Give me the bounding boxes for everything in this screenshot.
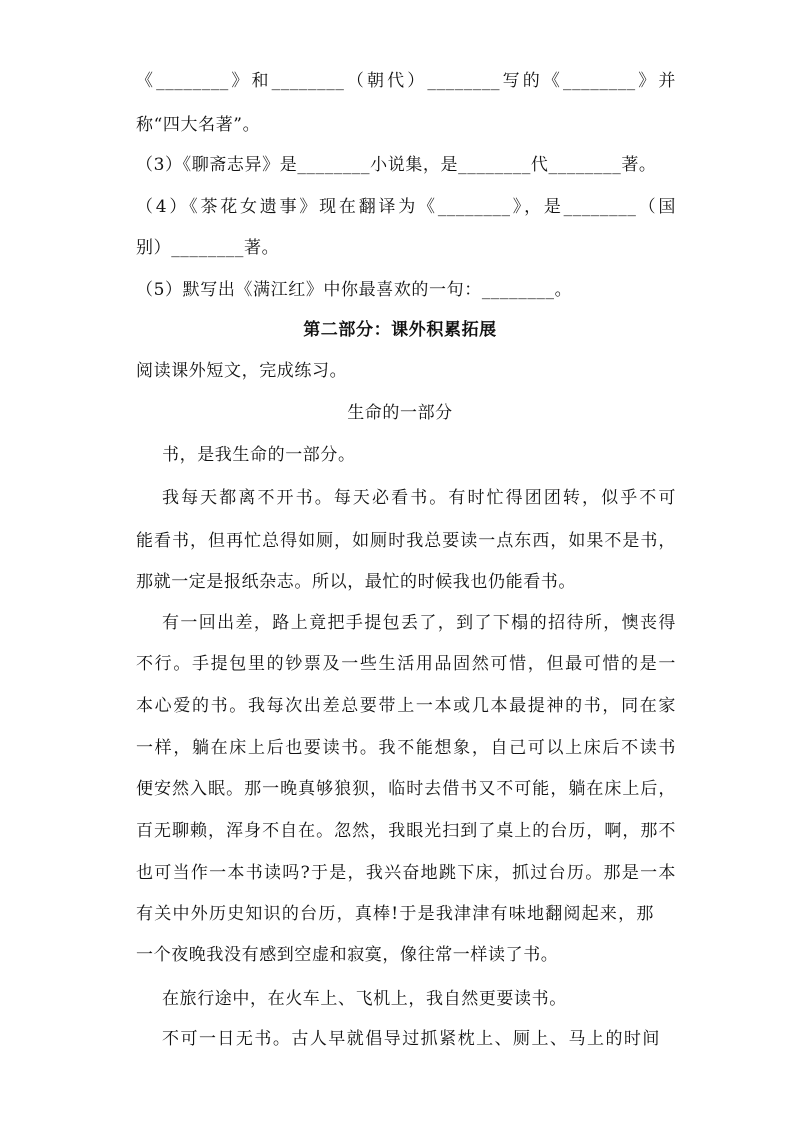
article-line: 有关中外历史知识的台历，真棒!于是我津津有味地翻阅起来，那 [136,904,654,924]
article-line: 能看书，但再忙总得如厕，如厕时我总要读一点东西，如果不是书， [136,531,676,551]
question-3: （3）《聊斋志异》是________小说集，是________代________著。 [136,155,657,175]
article-line: 有一回出差，路上竟把手提包丢了，到了下榻的招待所，懊丧得 [162,613,676,633]
question-line-1: 《________》和________（朝代）________写的《________》并 [136,71,676,91]
article-line: 一个夜晚我没有感到空虚和寂寞，像往常一样读了书。 [136,945,559,965]
article-line: 也可当作一本书读吗?于是，我兴奋地跳下床，抓过台历。那是一本 [136,863,676,883]
article-line: 便安然入眠。那一晚真够狼狈，临时去借书又不可能，躺在床上后， [136,779,676,799]
article-title: 生命的一部分 [347,403,453,423]
question-5: （5）默写出《满江红》中你最喜欢的一句：________。 [136,280,573,300]
article-line: 不行。手提包里的钞票及一些生活用品固然可惜，但最可惜的是一 [136,654,676,674]
article-line: 书，是我生命的一部分。 [162,445,356,465]
question-4-line-1: （4）《茶花女遗事》现在翻译为《________》，是________（国 [136,197,676,217]
article-line: 那就一定是报纸杂志。所以，最忙的时候我也仍能看书。 [136,572,576,592]
article-line: 百无聊赖，浑身不自在。忽然，我眼光扫到了桌上的台历，啊，那不 [136,821,676,841]
article-line: 在旅行途中，在火车上、飞机上，我自然更要读书。 [162,989,567,1009]
article-line: 不可一日无书。古人早就倡导过抓紧枕上、厕上、马上的时间 [162,1029,660,1049]
article-line: 一样，躺在床上后也要读书。我不能想象，自己可以上床后不读书 [136,738,676,758]
article-line: 我每天都离不开书。每天必看书。有时忙得团团转，似乎不可 [162,488,676,508]
section-2-title: 第二部分：课外积累拓展 [303,320,497,340]
article-line: 本心爱的书。我每次出差总要带上一本或几本最提神的书，同在家 [136,696,676,716]
section-2-instruction: 阅读课外短文，完成练习。 [136,361,348,381]
question-line-2: 称“四大名著”。 [136,115,261,135]
question-4-line-2: 别）________著。 [136,238,280,258]
